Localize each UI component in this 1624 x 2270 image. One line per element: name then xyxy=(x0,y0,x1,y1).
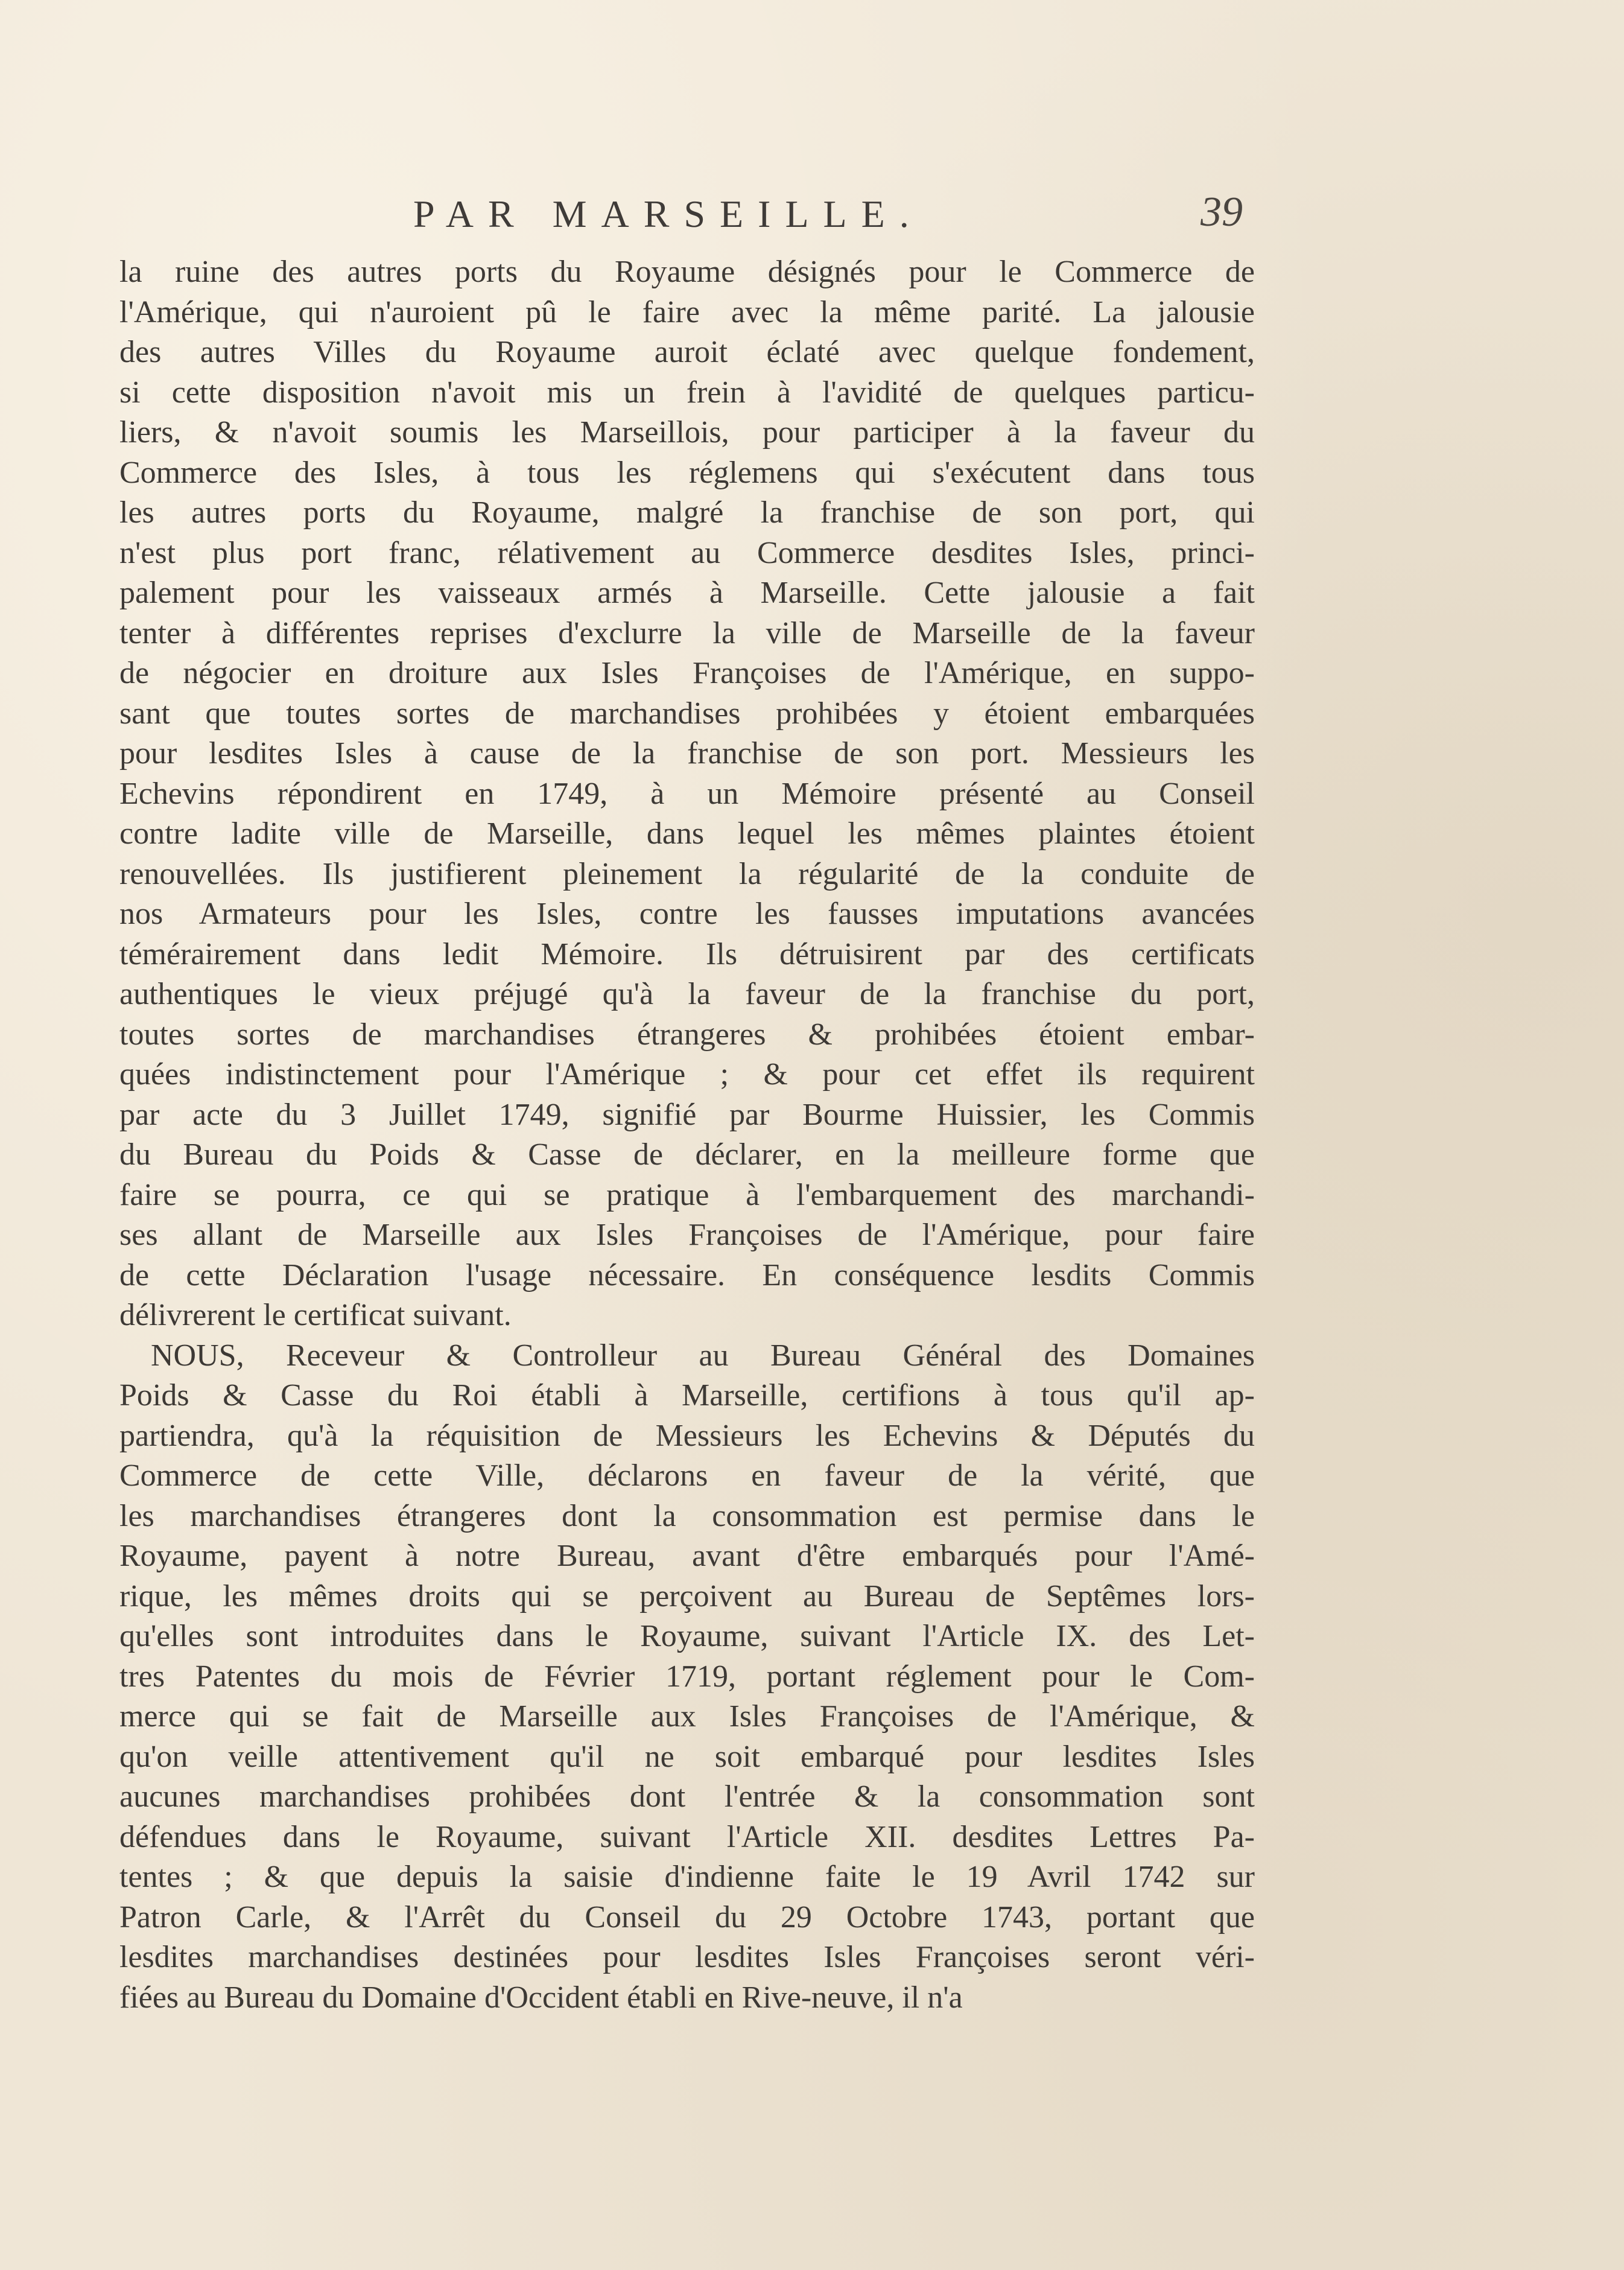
text-line: témérairement dans ledit Mémoire. Ils détruisirent par des certificats xyxy=(119,936,1255,971)
text-line: nos Armateurs pour les Isles, contre les fausses imputations avancées xyxy=(119,897,1255,931)
text-line: tenter à différentes reprises d'exclurre la ville de Marseille de la faveur xyxy=(119,615,1255,650)
text-line: aucunes marchandises prohibées dont l'entrée & la consommation sont xyxy=(119,1779,1255,1814)
text-line: de cette Déclaration l'usage nécessaire. En conséquence lesdits Commis xyxy=(119,1257,1255,1292)
text-line: les autres ports du Royaume, malgré la franchise de son port, qui xyxy=(119,495,1255,530)
text-line: l'Amérique, qui n'auroient pû le faire avec la même parité. La jalousie xyxy=(119,294,1255,329)
text-line: ses allant de Marseille aux Isles Françoises de l'Amérique, pour faire xyxy=(119,1218,1255,1252)
page-number: 39 xyxy=(1201,189,1243,235)
text-line: contre ladite ville de Marseille, dans lequel les mêmes plaintes étoient xyxy=(119,816,1255,851)
text-line: NOUS, Receveur & Controlleur au Bureau Général des Domaines xyxy=(151,1338,1255,1373)
text-line: palement pour les vaisseaux armés à Marseille. Cette jalousie a fait xyxy=(119,576,1255,610)
text-line: faire se pourra, ce qui se pratique à l'embarquement des marchandi- xyxy=(119,1177,1255,1212)
text-line: lesdites marchandises destinées pour lesdites Isles Françoises seront véri- xyxy=(119,1940,1255,1974)
text-line: par acte du 3 Juillet 1749, signifié par Bourme Huissier, les Commis xyxy=(119,1097,1255,1132)
text-line: Commerce des Isles, à tous les réglemens qui s'exécutent dans tous xyxy=(119,455,1255,490)
text-line: de négocier en droiture aux Isles Françoises de l'Amérique, en suppo- xyxy=(119,656,1255,690)
text-line: les marchandises étrangeres dont la consommation est permise dans le xyxy=(119,1498,1255,1533)
text-line: défendues dans le Royaume, suivant l'Article XII. desdites Lettres Pa- xyxy=(119,1819,1255,1854)
body-text xyxy=(119,252,1255,2018)
text-line: Commerce de cette Ville, déclarons en faveur de la vérité, que xyxy=(119,1458,1255,1493)
text-line: qu'elles sont introduites dans le Royaume, suivant l'Article IX. des Let- xyxy=(119,1619,1255,1653)
text-line: partiendra, qu'à la réquisition de Messieurs les Echevins & Députés du xyxy=(119,1418,1255,1453)
text-line: n'est plus port franc, rélativement au Commerce desdites Isles, princi- xyxy=(119,535,1255,570)
text-line: pour lesdites Isles à cause de la franchise de son port. Messieurs les xyxy=(119,736,1255,771)
text-line: des autres Villes du Royaume auroit éclaté avec quelque fondement, xyxy=(119,335,1255,369)
text-line: Echevins répondirent en 1749, à un Mémoire présenté au Conseil xyxy=(119,776,1255,811)
running-title: PAR MARSEILLE. xyxy=(413,192,924,235)
text-line: délivrerent le certificat suivant. xyxy=(119,1298,512,1332)
text-line: quées indistinctement pour l'Amérique ; & pour cet effet ils requirent xyxy=(119,1057,1255,1092)
text-line: Royaume, payent à notre Bureau, avant d'être embarqués pour l'Amé- xyxy=(119,1539,1255,1573)
text-line: du Bureau du Poids & Casse de déclarer, en la meilleure forme que xyxy=(119,1137,1255,1172)
text-line: qu'on veille attentivement qu'il ne soit embarqué pour lesdites Isles xyxy=(119,1739,1255,1774)
paragraph-1 xyxy=(119,252,1255,1336)
text-line: fiées au Bureau du Domaine d'Occident établi en Rive-neuve, il n'a xyxy=(119,1980,963,2015)
text-line: si cette disposition n'avoit mis un frein à l'avidité de quelques particu- xyxy=(119,375,1255,410)
text-line: toutes sortes de marchandises étrangeres & prohibées étoient embar- xyxy=(119,1017,1255,1052)
text-line: authentiques le vieux préjugé qu'à la faveur de la franchise du port, xyxy=(119,977,1255,1011)
text-line: sant que toutes sortes de marchandises prohibées y étoient embarquées xyxy=(119,696,1255,731)
running-head xyxy=(121,189,1508,246)
text-line: tres Patentes du mois de Février 1719, portant réglement pour le Com- xyxy=(119,1659,1255,1694)
text-line: renouvellées. Ils justifierent pleinement la régularité de la conduite de xyxy=(119,856,1255,891)
text-line: Patron Carle, & l'Arrêt du Conseil du 29 Octobre 1743, portant que xyxy=(119,1900,1255,1935)
text-line: liers, & n'avoit soumis les Marseillois, pour participer à la faveur du xyxy=(119,415,1255,450)
text-line: rique, les mêmes droits qui se perçoivent au Bureau de Septêmes lors- xyxy=(119,1579,1255,1613)
text-line: merce qui se fait de Marseille aux Isles Françoises de l'Amérique, & xyxy=(119,1699,1255,1734)
text-line: Poids & Casse du Roi établi à Marseille, certifions à tous qu'il ap- xyxy=(119,1378,1255,1413)
paragraph-2 xyxy=(119,1336,1255,2018)
text-line: tentes ; & que depuis la saisie d'indienne faite le 19 Avril 1742 sur xyxy=(119,1860,1255,1894)
text-line: la ruine des autres ports du Royaume désignés pour le Commerce de xyxy=(119,255,1255,289)
